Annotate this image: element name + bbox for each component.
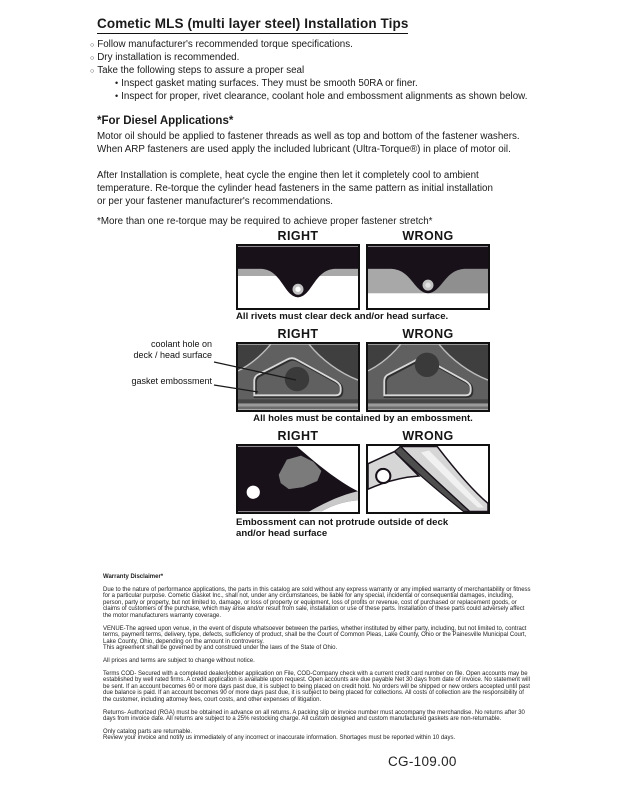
warranty-section <box>103 574 531 748</box>
section-heading-diesel: *For Diesel Applications* <box>97 115 234 127</box>
open-bullet-icon: ○ <box>90 68 95 75</box>
rivet-clearance-wrong-art <box>368 246 488 308</box>
tip-text: Dry installation is recommended. <box>97 52 240 63</box>
coolant-hole <box>415 353 439 377</box>
diagram1-wrong-panel <box>366 244 490 310</box>
diagram3-caption-line1: Embossment can not protrude outside of deck <box>236 517 449 528</box>
protrusion-right-art <box>238 446 358 512</box>
tip-text: Take the following steps to assure a proper seal <box>97 65 305 76</box>
tip-text: Inspect gasket mating surfaces. They must be smooth 50RA or finer. <box>121 78 418 89</box>
diagram1-caption: All rivets must clear deck and/or head surface. <box>236 311 449 322</box>
tip-text: Inspect for proper, rivet clearance, coolant hole and embossment alignments as shown below. <box>121 91 528 102</box>
paragraph-line: temperature. Re-torque the cylinder head fasteners in the same pattern as initial installation <box>97 183 493 194</box>
filled-bullet-icon: • <box>115 78 119 88</box>
diagram3-right-header: RIGHT <box>277 429 319 443</box>
diagram3-wrong-header: WRONG <box>402 429 454 443</box>
list-item <box>115 91 527 102</box>
diagram2-right-panel <box>236 342 360 412</box>
warranty-paragraph: Terms COD- Secured with a completed dealer/jobber application on File, COD-Company check with a current credit card number on file. Open accounts may be established by well rated firms. A credit application is available upon request. Open accounts are due payable Net 30 days from date of invoice. No statement will be sent. If an account becomes 60 or more days past due, it is subject to being placed on credit hold. No orders will be shipped or new orders accepted until past due balance is paid. If an account becomes 90 or more days past due, it is subject to being placed for collections. All costs of collection are the responsibility of the customer, including attorney fees, court costs, and other expenses of litigation. <box>103 670 530 703</box>
diagram2-caption: All holes must be contained by an embossment. <box>253 413 473 424</box>
diagram2-wrong-header: WRONG <box>402 327 454 341</box>
diagram3-wrong-panel <box>366 444 490 514</box>
embossment-wrong-art <box>368 344 488 410</box>
rivet-clearance-right-art <box>238 246 358 308</box>
warranty-paragraph: Review your invoice and notify us immediately of any incorrect or inaccurate information. Shortages must be reported within 10 days. <box>103 735 456 742</box>
bolt-hole <box>376 469 390 483</box>
warranty-paragraph: Due to the nature of performance applications, the parts in this catalog are sold without any express warranty or any implied warranty of merchantability or fitness for a particular purpose. Cometic Gasket Inc., shall not, under any circumstances, be liable for any special, incidental or consequential damages, including, person, party or property, but not limited to, damage, or loss of property or equipment, loss of profits or revenue, cost of purchased or replacement goods, or claims of customers of the purchase, which may arise and/or result from sale, installation or use of these parts. Installation of these parts could adversely affect the motor manufacturers warranty coverage. <box>103 586 531 619</box>
bolt-hole <box>247 486 260 499</box>
warranty-paragraph: VENUE-The agreed upon venue, in the event of dispute whatsoever between the parties, whether instituted by either party, including, but not limited to, contract terms, payment terms, delivery, type, defects, sufficiency of product, shall be the Court of Common Pleas, Lake County, Ohio or the Painesville Municipal Court, Lake County, Ohio, depending on the amount in controversy. <box>103 625 527 645</box>
paragraph-line: or per your fastener manufacturer's recommendations. <box>97 196 334 207</box>
paragraph-line: Motor oil should be applied to fastener threads as well as top and bottom of the fastener washers. <box>97 131 520 142</box>
warranty-paragraph: This agreement shall be governed by and construed under the laws of the State of Ohio. <box>103 645 338 652</box>
list-item <box>90 52 239 63</box>
warranty-paragraph: Only catalog parts are returnable. <box>103 728 193 735</box>
page-title: Cometic MLS (multi layer steel) Installation Tips <box>97 16 408 34</box>
diagram1-right-header: RIGHT <box>277 229 319 243</box>
open-bullet-icon: ○ <box>90 55 95 62</box>
page-code: CG-109.00 <box>388 754 457 769</box>
list-item <box>90 39 353 50</box>
list-item <box>115 78 418 89</box>
diagram3-right-panel <box>236 444 360 514</box>
coolant-hole-label: coolant hole on deck / head surface <box>133 339 212 360</box>
paragraph-line: *More than one re-torque may be required to achieve proper fastener stretch* <box>97 216 433 227</box>
filled-bullet-icon: • <box>115 91 119 101</box>
diagram1-right-panel <box>236 244 360 310</box>
gasket-embossment-label: gasket embossment <box>131 376 212 386</box>
protrusion-wrong-art <box>368 446 488 512</box>
embossment-right-art <box>238 344 358 410</box>
warranty-heading: Warranty Disclaimer* <box>103 574 164 580</box>
list-item <box>90 65 304 76</box>
coolant-hole <box>285 367 309 391</box>
diagram2-right-header: RIGHT <box>277 327 319 341</box>
tip-text: Follow manufacturer's recommended torque specifications. <box>97 39 353 50</box>
paragraph-line: After Installation is complete, heat cycle the engine then let it completely cool to ambient <box>97 170 479 181</box>
diagram1-wrong-header: WRONG <box>402 229 454 243</box>
diagram3-caption-line2: and/or head surface <box>236 528 328 539</box>
diagram2-wrong-panel <box>366 342 490 412</box>
paragraph-line: When ARP fasteners are used apply the included lubricant (Ultra-Torque®) in place of motor oil. <box>97 144 511 155</box>
warranty-paragraph: Returns- Authorized (RGA) must be obtained in advance on all returns. A packing slip or invoice number must accompany the merchandise. No returns after 30 days from invoice date. All returns are subject to a 25% restocking charge. All custom designed and custom manufactured gaskets are non-returnable. <box>103 709 525 723</box>
warranty-paragraph: All prices and terms are subject to change without notice. <box>103 657 255 664</box>
open-bullet-icon: ○ <box>90 42 95 49</box>
